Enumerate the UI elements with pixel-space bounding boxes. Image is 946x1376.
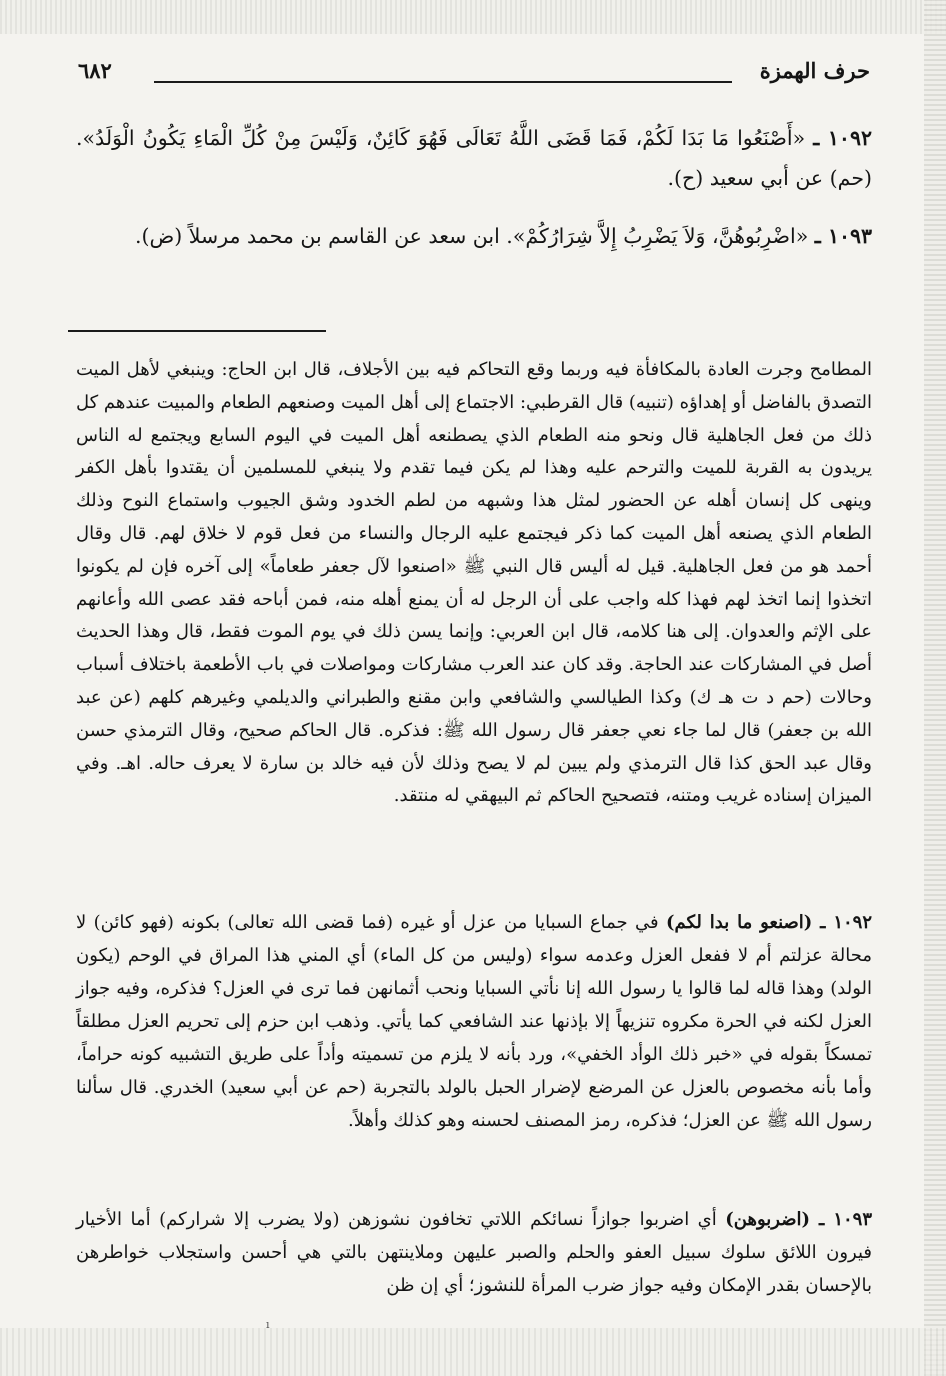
commentary-note [76,1203,872,1302]
stray-pencil-mark: ı [266,1318,270,1331]
chapter-title: حرف الهمزة [759,58,870,83]
commentary-note [76,906,872,1137]
header-rule [154,81,732,83]
hadith-text: «اضْرِبُوهُنَّ، وَلاَ يَضْرِبُ إِلاَّ شِرَارُكُمْ». ابن سعد عن القاسم بن محمد مرسلاً (ض). [134,224,809,248]
note-text: أي اضربوا جوازاً نسائكم اللاتي تخافون نشوزهن (ولا يضرب إلا شراركم) أما الأخيار فيرون اللائق سلوك سبيل العفو والحلم والصبر عليهن وملاينتهن بالتي هي أحسن واستجلاب خواطرهن بالإحسان بقدر الإمكان وفيه جواز ضرب المرأة للنشوز؛ أي إن ظن [76,1209,872,1296]
hadith-entry [76,216,872,256]
note-text: في جماع السبايا من عزل أو غيره (فما قضى الله تعالى) بكونه (فهو كائن) لا محالة عزلتم أم لا ففعل العزل وعدمه سواء (وليس من كل الماء) أي المني هذا المراق في الوحم (يكون الولد) وهذا قاله لما قالوا يا رسول الله إنا نأتي السبايا ونحب أثمانهن فما ترى في العزل؟ فذكره، وفيه جواز العزل لكنه في الحرة مكروه تنزيهاً إلا بإذنها عند الشافعي كما يأتي. وذهب ابن حزم إلى تحريم العزل مطلقاً تمسكاً بقوله في «خبر ذلك الوأد الخفي»، ورد بأنه لا يلزم من تسميته وأداً على طريق التشبيه كونه حراماً، وأما بأنه مخصوص بالعزل عن المرضع لإضرار الحبل بالولد بالتجربة (حم عن أبي سعيد) الخدري. قال سألنا رسول الله ﷺ عن العزل؛ فذكره، رمز المصنف لحسنه وهو كذلك وأهلاً. [76,912,873,1131]
hadith-number: ١٠٩٢ ـ [813,126,872,150]
page-number: ٦٨٢ [78,58,112,83]
note-lead: ١٠٩٢ ـ (اصنعو ما بدا لكم) [665,912,873,933]
note-lead: ١٠٩٣ ـ (اضربوهن) [725,1209,872,1230]
hadith-number: ١٠٩٣ ـ [814,224,872,248]
commentary-continuation: المطامح وجرت العادة بالمكافأة فيه وربما وقع التحاكم فيه بين الأجلاف، قال ابن الحاج: وينبغي لأهل الميت التصدق بالفاضل أو إهداؤه (تنبيه) قال القرطبي: الاجتماع إلى أهل الميت وصنعهم الطعام والمبيت عندهم كل ذلك من فعل الجاهلية قال ونحو منه الطعام الذي يصطنعه أهل الميت في اليوم السابع ويجتمع له الناس يريدون به القربة للميت والترحم عليه وهذا لم يكن فيما تقدم ولا ينبغي للمسلمين أن يقتدوا بأهل الكفر وينهى كل إنسان أهله عن الحضور لمثل هذا وشبهه من لطم الخدود وشق الجيوب واستماع النوح وذلك الطعام الذي يصنعه أهل الميت كما ذكر فيجتمع عليه الرجال والنساء من فعل قوم لا خلاق لهم. قال وقال أحمد هو من فعل الجاهلية. قيل له أليس قال النبي ﷺ «اصنعوا لآل جعفر طعاماً» إلى آخره فإن لم يكونوا اتخذوا إنما اتخذ لهم فهذا كله واجب على أن الرجل له أن يمنع أهله منه، فمن أباحه فقد عصى الله وأعانهم على الإثم والعدوان. إلى هنا كلامه، قال ابن العربي: وإنما يسن ذلك في يوم الموت فقط، قال وهذا الحديث أصل في المشاركات عند الحاجة. وقد كان عند العرب مشاركات ومواصلات في باب الأطعمة باختلاف أسباب وحالات (حم د ت هـ ك) وكذا الطيالسي والشافعي وابن مقنع والطبراني والديلمي وغيرهم كلهم (عن عبد الله بن جعفر) قال لما جاء نعي جعفر قال رسول الله ﷺ: فذكره. قال الحاكم صحيح، وقال الترمذي حسن وقال عبد الحق كذا قال الترمذي ولم يبين لم لا يصح وذلك لأن فيه خالد بن سارة لا يعرف حاله. اهـ. وفي الميزان إسناده غريب ومتنه، فتصحيح الحاكم ثم البيهقي له منتقد. [76,359,872,807]
running-header [78,58,870,88]
hadith-text: «أَصْنَعُوا مَا بَدَا لَكُمْ، فَمَا قَضَى اللَّهُ تَعَالَى فَهُوَ كَائِنٌ، وَلَيْسَ مِنْ كُلِّ الْمَاءِ يَكُونُ الْوَلَدُ». (حم) عن أبي سعيد (ح). [76,126,872,190]
footnote-separator [68,330,326,332]
hadith-entry [76,118,872,198]
